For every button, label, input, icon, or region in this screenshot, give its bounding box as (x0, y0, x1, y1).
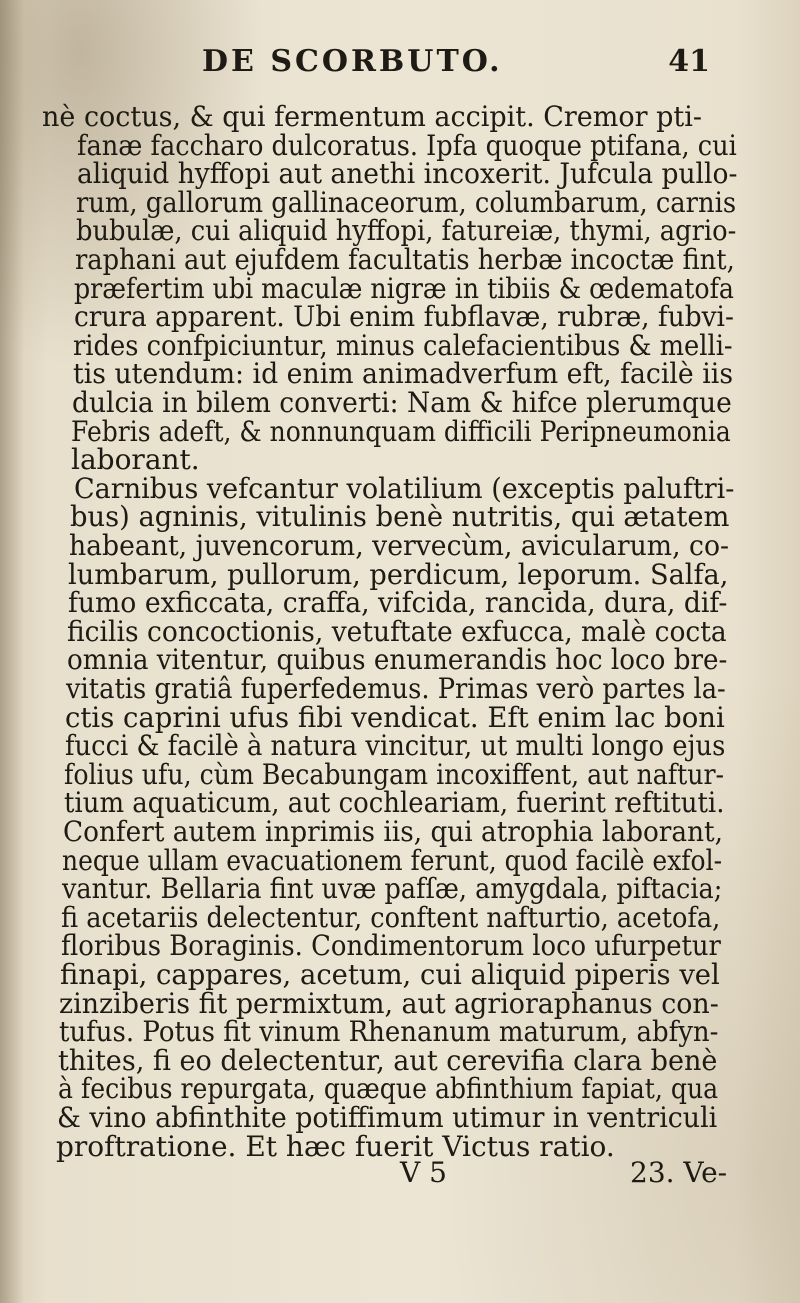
page-header (150, 44, 710, 84)
text-line: raphani aut ejufdem facultatis herbæ incoctæ fint, (75, 243, 735, 276)
text-line: crura apparent. Ubi enim fubflavæ, rubræ, fubvi- (74, 300, 734, 334)
text-line: finapi, cappares, acetum, cui aliquid piperis vel (60, 958, 720, 991)
page-gutter-shadow (0, 0, 24, 1303)
page-number: 41 (668, 44, 710, 79)
text-line: nè coctus, & qui fermentum accipit. Cremor pti- (42, 100, 702, 133)
text-line: Confert autem inprimis iis, qui atrophia laborant, (63, 815, 723, 848)
text-line: vitatis gratiâ fuperfedemus. Primas verò partes la- (66, 672, 726, 705)
text-line: fanæ faccharo dulcoratus. Ipfa quoque ptifana, cui (77, 128, 737, 162)
signature-mark: V 5 (400, 1156, 447, 1189)
text-line: zinziberis fit permixtum, aut agrioraphanus con- (59, 986, 719, 1020)
text-line: ficilis concoctionis, vetuftate exfucca, malè cocta (67, 614, 727, 648)
text-line: aliquid hyffopi aut anethi incoxerit. Jufcula pullo- (77, 157, 738, 191)
text-line: fi acetariis delectentur, conftent nafturtio, acetofa, (61, 900, 721, 934)
text-line: floribus Boraginis. Condimentorum loco ufurpetur (61, 929, 721, 963)
text-line: habeant, juvencorum, vervecùm, avicularum, co- (69, 529, 730, 562)
text-line: dulcia in bilem converti: Nam & hifce plerumque (72, 386, 732, 419)
text-line: bus) agninis, vitulinis benè nutritis, qui ætatem (70, 500, 730, 534)
text-line: Carnibus vefcantur volatilium (exceptis paluftri- (74, 471, 735, 505)
text-line: tis utendum: id enim animadverfum eft, facilè iis (73, 357, 734, 391)
text-line: folius ufu, cùm Becabungam incoxiffent, aut naftur- (64, 757, 725, 791)
text-line: rides confpiciuntur, minus calefacientibus & melli- (73, 328, 733, 362)
running-title: DE SCORBUTO. (202, 44, 503, 79)
text-line: laborant. (71, 443, 200, 477)
text-line: rum, gallorum gallinaceorum, columbarum, carnis (76, 185, 737, 219)
text-line: vantur. Bellaria fint uvæ pafſæ, amygdala, piftacia; (62, 872, 723, 906)
text-line: fumo exficcata, craffa, vifcida, rancida, dura, dif- (68, 586, 728, 620)
text-line: tium aquaticum, aut cochleariam, fuerint reftituti. (64, 786, 725, 820)
text-line: tufus. Potus fit vinum Rhenanum maturum, abfyn- (59, 1015, 719, 1049)
text-line: omnia vitentur, quibus enumerandis hoc loco bre- (67, 643, 728, 677)
text-line: thites, fi eo delectentur, aut cerevifia clara benè (58, 1043, 718, 1077)
text-line: lumbarum, pullorum, perdicum, leporum. Salfa, (68, 557, 729, 591)
text-line: Febris adeft, & nonnunquam difficili Peripneumonia (71, 414, 731, 448)
text-line: à fecibus repurgata, quæque abfinthium fapiat, qua (58, 1072, 719, 1106)
text-line: & vino abfinthite potiffimum utimur in ventriculi (57, 1101, 718, 1134)
text-line: ctis caprini ufus fibi vendicat. Eft enim lac boni (65, 700, 725, 734)
text-line: bubulæ, cui aliquid hyffopi, fatureiæ, thymi, agrio- (76, 214, 737, 248)
text-line: fucci & facilè à natura vincitur, ut multi longo ejus (65, 729, 726, 763)
catchword: 23. Ve- (630, 1156, 728, 1189)
text-line: præfertim ubi maculæ nigræ in tibiis & œdematofa (74, 271, 734, 305)
text-line: proftratione. Et hæc fuerit Victus ratio. (56, 1129, 615, 1163)
text-line: neque ullam evacuationem ferunt, quod facilè exfol- (62, 843, 723, 877)
